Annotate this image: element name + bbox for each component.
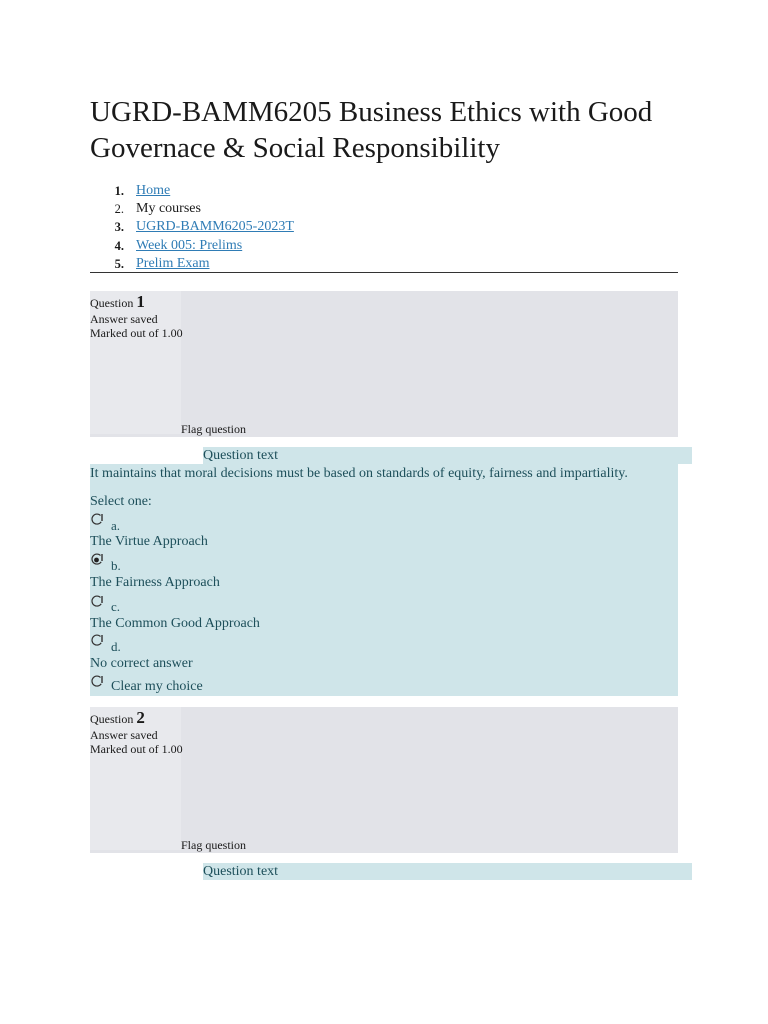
breadcrumb-link-week[interactable]: Week 005: Prelims bbox=[136, 237, 243, 253]
question-2-info bbox=[90, 707, 678, 853]
option-a-text[interactable]: The Virtue Approach bbox=[90, 534, 208, 549]
breadcrumb-number: 5. bbox=[114, 256, 124, 271]
breadcrumb bbox=[90, 182, 678, 273]
breadcrumb-divider bbox=[90, 272, 678, 273]
question-1-text-header bbox=[203, 447, 692, 464]
radio-option-a[interactable] bbox=[90, 513, 104, 527]
question-grade: Marked out of 1.00 bbox=[90, 742, 183, 756]
breadcrumb-item-home[interactable] bbox=[90, 182, 678, 200]
page-title: UGRD-BAMM6205 Business Ethics with Good Governace & Social Responsibility bbox=[90, 96, 653, 164]
breadcrumb-item-course[interactable] bbox=[90, 218, 678, 236]
question-state: Answer saved bbox=[90, 728, 158, 742]
radio-clear-choice[interactable] bbox=[90, 675, 104, 689]
breadcrumb-item-my-courses bbox=[90, 200, 678, 218]
breadcrumb-text-my-courses: My courses bbox=[136, 201, 201, 217]
option-c-text[interactable]: The Common Good Approach bbox=[90, 616, 260, 631]
question-label bbox=[90, 710, 145, 727]
question-label bbox=[90, 294, 145, 311]
breadcrumb-number: 2. bbox=[114, 202, 124, 217]
question-state: Answer saved bbox=[90, 312, 158, 326]
breadcrumb-link-home[interactable]: Home bbox=[136, 183, 171, 198]
radio-option-c[interactable] bbox=[90, 595, 104, 609]
flag-question-link[interactable]: Flag question bbox=[181, 838, 246, 852]
option-d-text[interactable]: No correct answer bbox=[90, 656, 193, 671]
question-text-label: Question text bbox=[203, 864, 279, 879]
question-label-text: Question bbox=[90, 296, 134, 310]
breadcrumb-number: 1. bbox=[114, 184, 124, 198]
question-prompt: It maintains that moral decisions must be based on standards of equity, fairness and impartiality. bbox=[90, 466, 628, 481]
option-c-letter: c. bbox=[111, 599, 121, 614]
breadcrumb-link-exam[interactable]: Prelim Exam bbox=[136, 255, 210, 271]
question-2-text-header bbox=[203, 863, 692, 880]
radio-option-b[interactable] bbox=[90, 553, 104, 567]
question-1-content bbox=[90, 464, 678, 696]
option-d-letter: d. bbox=[111, 639, 121, 654]
option-a-letter: a. bbox=[111, 518, 121, 533]
breadcrumb-link-course[interactable]: UGRD-BAMM6205-2023T bbox=[136, 219, 294, 235]
question-text-label: Question text bbox=[203, 448, 279, 463]
question-number: 2 bbox=[136, 708, 145, 727]
select-one-label: Select one: bbox=[90, 494, 152, 509]
question-label-text: Question bbox=[90, 712, 134, 726]
breadcrumb-item-week[interactable] bbox=[90, 237, 678, 255]
question-grade: Marked out of 1.00 bbox=[90, 326, 183, 340]
breadcrumb-number: 4. bbox=[114, 238, 124, 253]
breadcrumb-item-exam[interactable] bbox=[90, 255, 678, 273]
option-b-letter: b. bbox=[111, 558, 121, 573]
clear-my-choice-label[interactable]: Clear my choice bbox=[111, 679, 203, 694]
breadcrumb-number: 3. bbox=[114, 220, 124, 235]
radio-option-d[interactable] bbox=[90, 634, 104, 648]
flag-question-link[interactable]: Flag question bbox=[181, 422, 246, 436]
option-b-text[interactable]: The Fairness Approach bbox=[90, 575, 220, 590]
question-1-info bbox=[90, 291, 678, 437]
question-number: 1 bbox=[136, 292, 145, 311]
